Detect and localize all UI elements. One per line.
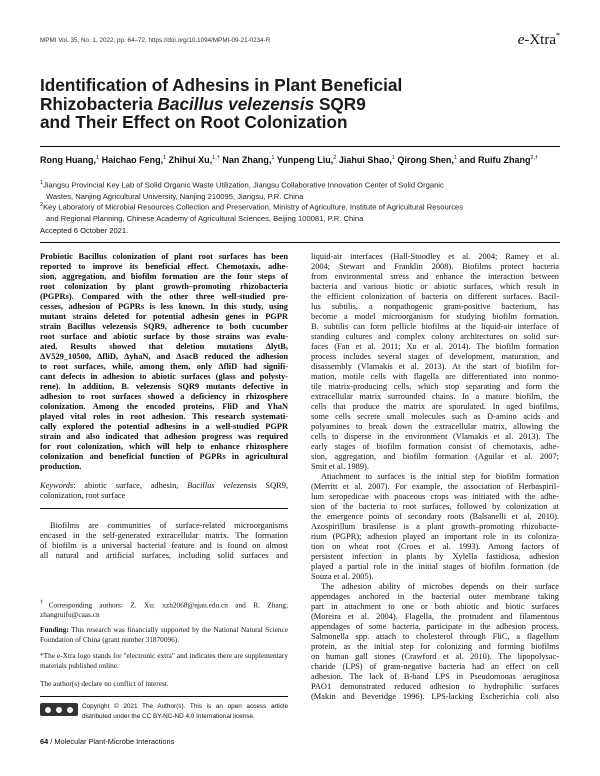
footnote-rule: [40, 696, 288, 697]
text-line: disassembly (Vlamakis et al. 2013). At the start of biofilm for-: [311, 362, 559, 371]
text-line: rene). In addition, B. velezensis SQR9 mutants defective in: [40, 382, 288, 391]
text-line: Salmonella spp. attach to cholesterol through FliC, a flagellum: [311, 632, 559, 641]
text-line: persistent infection in plants by Xylella fastidiosa, adhesion: [311, 552, 559, 561]
affiliation-1: $^1$Jiangsu Provincial Key Lab of Solid Organic Waste Utilization, Jiangsu Collaborative Innovation Center of Solid Organic Wastes, Nanjing Agricultural University, Nanjing 210095, Jiangsu, P.R. China: [40, 180, 444, 201]
text-line: Smit et al. 1989).: [311, 462, 369, 471]
author-name: Qirong Shen,$^1$: [397, 155, 457, 165]
text-line: ΔV529_10500, ΔfliD, ΔyhaN, and ΔsacB reduced the adhesion: [40, 352, 288, 361]
author-name: Haichao Feng,$^1$: [101, 155, 167, 165]
e-xtra-footnote: *The e-Xtra logo stands for "electronic extra" and indicates there are supplementary materials published online.: [40, 651, 288, 670]
text-line: for root colonization, which will help to enhance rhizosphere: [40, 442, 288, 451]
text-line: played a partial role in the initial stages of biofilm formation (de: [311, 562, 559, 571]
text-line: liquid-air interfaces (Hall-Stoodley et al. 2004; Ramey et al.: [311, 252, 559, 261]
text-line: Souza et al. 2005).: [311, 572, 374, 581]
text-line: all natural and artificial surfaces, including solid surfaces and: [40, 551, 288, 560]
title-rule: [40, 146, 560, 147]
abstract: [40, 252, 288, 472]
text-line: production.: [40, 462, 82, 471]
text-line: cells to disperse in the environment (Vlamakis et al. 2013). The: [311, 432, 559, 441]
citation-header: MPMI Vol. 35, No. 1, 2022, pp. 64–72, https://doi.org/10.1094/MPMI-09-21-0234-R: [40, 37, 271, 44]
header-rule: [40, 242, 560, 243]
body-paragraph: [311, 472, 559, 582]
text-line: (Makin and Beveridge 1996). LPS-lacking Escherichia coli also: [311, 692, 559, 701]
text-line: process includes several stages of development, maturation, and: [311, 352, 559, 361]
author-name: and Ruifu Zhang$^{2,\dagger}$: [459, 155, 539, 165]
text-line: mation, motile cells with flagella are differentiated into nonmo-: [311, 372, 559, 381]
text-line: 2004; Stewart and Franklin 2008). Biofilms protect bacteria: [311, 262, 559, 271]
conflict-footnote: The author(s) declare no conflict of interest.: [40, 679, 169, 688]
author-name: Jiahui Shao,$^1$: [338, 155, 395, 165]
text-line: (Moreira et al. 2004). Flagella, the protrudent and filamentous: [311, 612, 559, 621]
text-line: adhesion. The lack of B-band LPS in Pseudomonas aeruginosa: [311, 672, 559, 681]
text-line: sion, aggregation, and biofilm formation are the four steps of: [40, 272, 288, 281]
abstract-rule: [40, 508, 288, 509]
text-line: The adhesion ability of microbes depends on their surface: [321, 582, 559, 591]
author-list: [40, 152, 560, 166]
text-line: protein, as the initial step for colonizing and forming biofilms: [311, 642, 559, 651]
text-line: tile matrix-producing cells, which stop separating and form the: [311, 382, 559, 391]
author-name: Rong Huang,$^1$: [40, 155, 100, 165]
cc-license-badge[interactable]: [40, 703, 78, 716]
text-line: Biofilms are communities of surface-related microorganisms: [50, 521, 288, 530]
text-line: strain and also indicated that adhesion progress was required: [40, 432, 288, 441]
text-line: cally explored the potential adhesins in a well-studied PGPR: [40, 422, 288, 431]
text-line: of biofilm is a universal bacterial feature and is found on almost: [40, 541, 288, 550]
body-right-column: [311, 252, 559, 702]
text-line: appendages anchored in the bacterial outer membrane taking: [311, 592, 559, 601]
text-line: part in attachment to one or both abiotic and biotic surfaces: [311, 602, 559, 611]
text-line: PAO1 demonstrated reduced adhesion to hydrophilic surfaces: [311, 682, 559, 691]
affiliation-2: $^2$Key Laboratory of Microbial Resources Collection and Preservation, Ministry of Agriculture, Institute of Agricultural Resources and Regional Planning, Chinese Academy of Agricultural Sciences, Beijing 100081, P.R. China: [40, 202, 464, 223]
author-name: Yunpeng Liu,$^2$: [276, 155, 337, 165]
e-xtra-logo: e-Xtra*: [517, 31, 560, 48]
keywords: Keywords: abiotic surface, adhesin, Bacillus velezensis SQR9, colonization, root surface: [40, 481, 288, 500]
page-footer: 64 / Molecular Plant-Microbe Interactions: [40, 737, 175, 746]
text-line: the efficient colonization of bacteria on different surfaces. Bacil-: [311, 292, 559, 301]
text-line: the emergence points of secondary roots (Balsanelli et al. 2010).: [311, 512, 559, 521]
text-line: mutant strains deleted for potential adhesin genes in PGPR: [40, 312, 288, 321]
text-line: faces (Fan et al. 2011; Xu et al. 2014). The biofilm formation: [311, 342, 559, 351]
text-line: Azospirillum brasilense is a plant growth–promoting rhizobacte-: [311, 522, 559, 531]
text-line: bacteria and various biotic or abiotic surfaces, which result in: [311, 282, 559, 291]
text-line: cells that produce the matrix are sporulated. In aged biofilms,: [311, 402, 559, 411]
text-line: (PGPRs). Compared with the other three well-studied pro-: [40, 292, 288, 301]
text-line: adhesion to root surfaces showed a deficiency in rhizosphere: [40, 392, 288, 401]
corresponding-authors-footnote: †Corresponding authors: Z. Xu; xzh2068@njau.edu.cn and R. Zhang; zhangruifu@caas.cn: [40, 600, 288, 619]
author-name: Zhihui Xu,$^{1,\dagger}$: [168, 155, 220, 165]
text-line: sion, aggregation, and biofilm formation (Aguilar et al. 2007;: [311, 452, 559, 461]
text-line: tion on wheat root (Croes et al. 1993). Among factors of: [311, 542, 559, 551]
text-line: lum seropedicae with poaceous crops was initiated with the adhe-: [311, 492, 559, 501]
text-line: from environmental stress and enhance the interaction between: [311, 272, 559, 281]
article-title: Identification of Adhesins in Plant Beneficial Rhizobacteria Bacillus velezensis SQR9 and Their Effect on Root Colonization: [40, 75, 403, 132]
text-line: reported to improve its beneficial effect. Chemotaxis, adhe-: [40, 262, 288, 271]
funding-footnote: Funding: This research was financially supported by the National Natural Science Foundation of China (grant number 31870096).: [40, 625, 288, 644]
text-line: cesses, adhesion of PGPRs is less known. In this study, using: [40, 302, 288, 311]
text-line: colonization. Among the encoded proteins, FliD and YhaN: [40, 402, 288, 411]
intro-paragraph: [40, 521, 288, 561]
text-line: colonization and beneficial function of PGPRs in agricultural: [40, 452, 288, 461]
text-line: (Merritt et al. 2007). For example, the association of Herbaspiril-: [311, 482, 559, 491]
text-line: some cells secrete small molecules such as D-amino acids and: [311, 412, 559, 421]
text-line: encased in the self-generated extracellular matrix. The formation: [40, 531, 288, 540]
text-line: Attachment to surfaces is the initial step for biofilm formation: [321, 472, 559, 481]
text-line: lus subtilis, a nonpathogenic gram-positive bacterium, has: [311, 302, 559, 311]
text-line: extracellular matrix surrounded chains. In a mature biofilm, the: [311, 392, 559, 401]
text-line: sion of the bacteria to root surfaces, followed by colonization at: [311, 502, 559, 511]
text-line: appendages of some bacteria, participate in the adhesion process.: [311, 622, 559, 631]
text-line: cant defects in adhesion to abiotic surfaces (glass and polysty-: [40, 372, 288, 381]
text-line: root colonization by plant growth–promoting rhizobacteria: [40, 282, 288, 291]
text-line: root surface and abiotic surface by those strains was evalu-: [40, 332, 288, 341]
text-line: B. subtilis can form pellicle biofilms at the liquid-air interface of: [311, 322, 559, 331]
text-line: on human gall stones (Crawford et al. 2010). The lipopolysac-: [311, 652, 559, 661]
text-line: early stages of biofilm formation consist of chemotaxis, adhe-: [311, 442, 559, 451]
text-line: Probiotic Bacillus colonization of plant root surfaces has been: [40, 252, 288, 261]
accepted-date: Accepted 6 October 2021.: [40, 226, 129, 235]
text-line: standing cultures and complex colony architectures on solid sur-: [311, 332, 559, 341]
text-line: polyamines to break down the extracellular matrix, allowing the: [311, 422, 559, 431]
text-line: strain Bacillus velezensis SQR9, adherence to both cucumber: [40, 322, 288, 331]
body-paragraph: [311, 582, 559, 702]
text-line: become a model microorganism for studying biofilm formation.: [311, 312, 559, 321]
text-line: charide (LPS) of gram-negative bacteria had an effect on cell: [311, 662, 559, 671]
author-name: Nan Zhang,$^1$: [222, 155, 275, 165]
body-paragraph: [311, 252, 559, 472]
text-line: rium (PGPR); adhesion played an important role in its coloniza-: [311, 532, 559, 541]
text-line: played vital roles in root adhesion. This research systemati-: [40, 412, 288, 421]
text-line: to root surfaces, while, among them, only ΔfliD had signifi-: [40, 362, 288, 371]
text-line: ated. Results showed that deletion mutations ΔlytB,: [40, 342, 288, 351]
copyright-notice: Copyright © 2021 The Author(s). This is an open access article distributed under the CC BY-NC-ND 4.0 International license.: [82, 703, 288, 720]
